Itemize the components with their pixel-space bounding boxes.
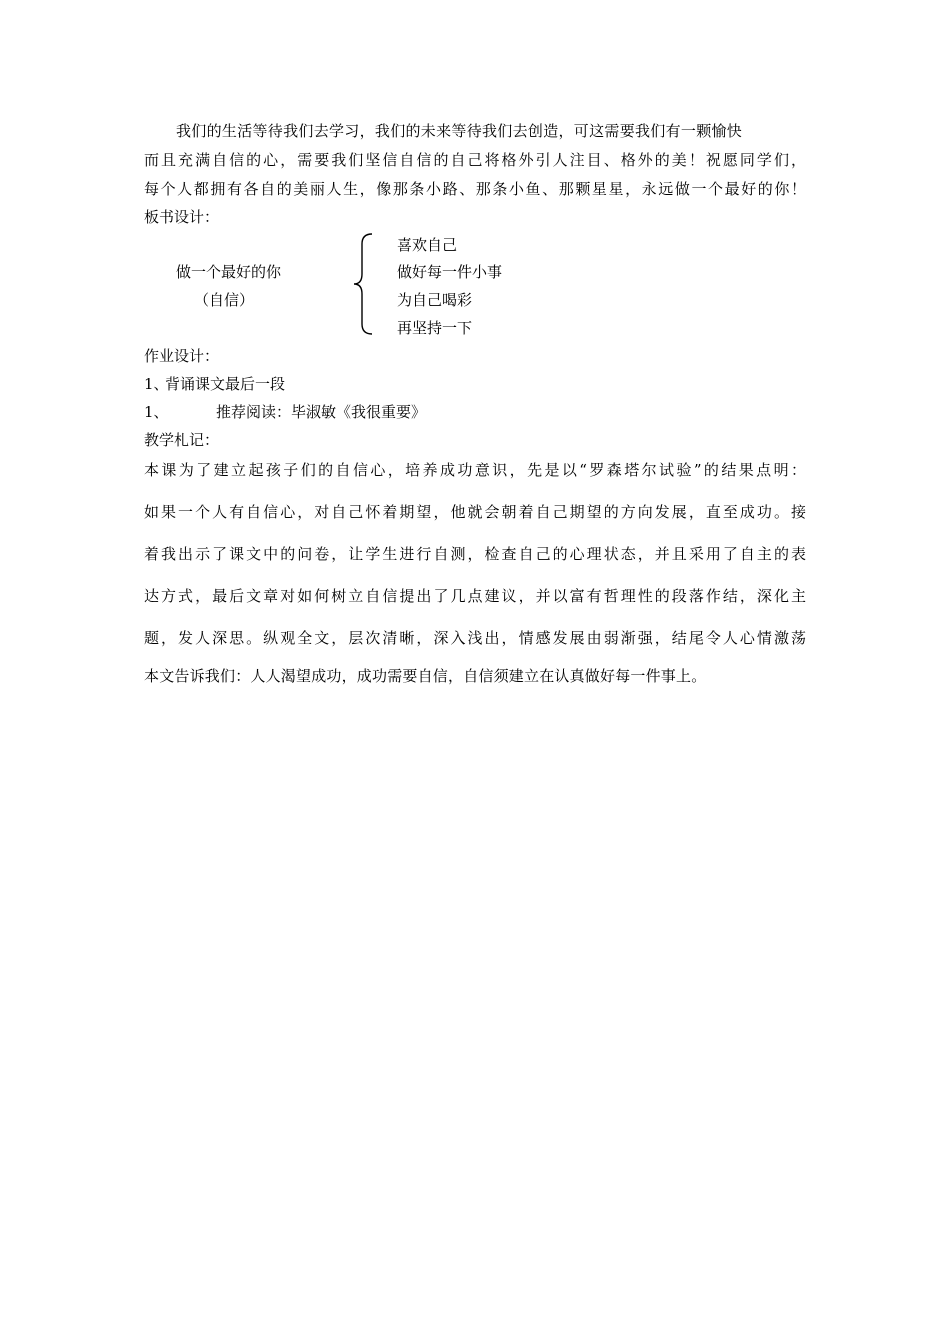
curly-brace-icon [352,232,376,336]
notes-line-1: 本课为了建立起孩子们的自信心，培养成功意识，先是以“罗森塔尔试验”的结果点明： [144,461,806,479]
notes-line-3: 着我出示了课文中的问卷，让学生进行自测，检查自己的心理状态，并且采用了自主的表 [144,545,806,563]
board-title: 做一个最好的你 [176,263,282,281]
notes-line-4: 达方式，最后文章对如何树立自信提出了几点建议，并以富有哲理性的段落作结，深化主 [144,587,806,605]
intro-line-2: 而且充满自信的心，需要我们坚信自信的自己将格外引人注目、格外的美！祝愿同学们， [144,151,806,169]
intro-line-1: 我们的生活等待我们去学习，我们的未来等待我们去创造，可这需要我们有一颗愉快 [176,122,743,140]
intro-line-3: 每个人都拥有各自的美丽人生，像那条小路、那条小鱼、那颗星星，永远做一个最好的你！ [144,180,806,198]
board-subtitle: （自信） [194,291,255,309]
notes-heading: 教学札记： [144,431,220,449]
homework-heading: 作业设计： [144,347,220,365]
homework-item-1-text: 背诵课文最后一段 [165,375,286,393]
homework-item-2-number: 1、 [144,403,169,421]
board-item-1: 喜欢自己 [397,236,458,254]
homework-item-1-number: 1、 [144,375,169,393]
notes-line-5: 题，发人深思。纵观全文，层次清晰，深入浅出，情感发展由弱渐强，结尾令人心情激荡 [144,629,806,647]
board-item-3: 为自己喝彩 [397,291,473,309]
notes-line-6: 本文告诉我们：人人渴望成功，成功需要自信，自信须建立在认真做好每一件事上。 [144,667,707,685]
notes-line-2: 如果一个人有自信心，对自己怀着期望，他就会朝着自己期望的方向发展，直至成功。接 [144,503,806,521]
board-heading: 板书设计： [144,208,220,226]
board-item-4: 再坚持一下 [397,319,473,337]
board-item-2: 做好每一件小事 [397,263,503,281]
homework-item-2-text: 推荐阅读：毕淑敏《我很重要》 [216,403,427,421]
